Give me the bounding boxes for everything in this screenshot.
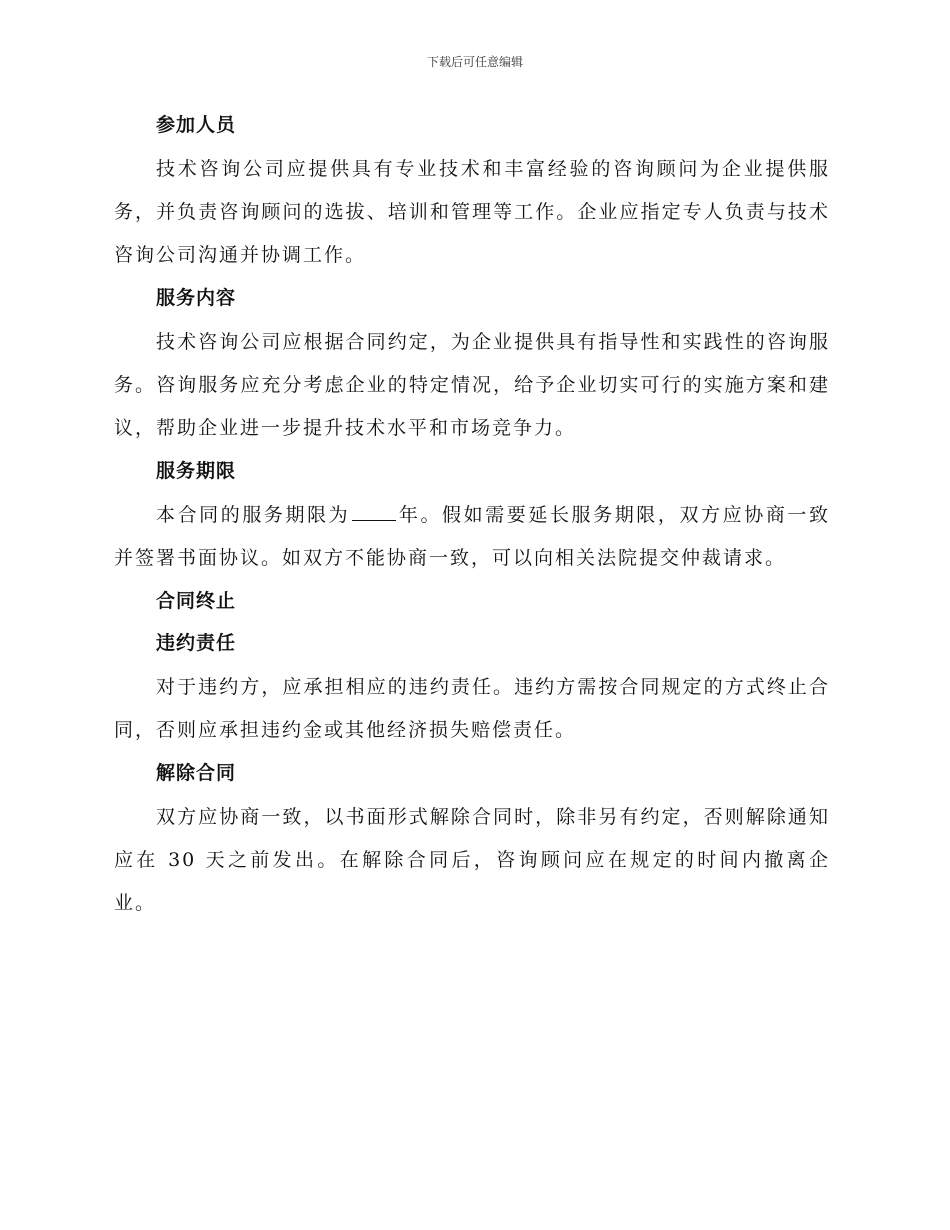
document-body bbox=[114, 106, 830, 931]
heading-termination: 合同终止 bbox=[156, 590, 237, 612]
service-period-text-after: 年。假如需要延长服务期限，双方应协商一致并签署书面协议。如双方不能协商一致，可以向相关法院提交仲裁请求。 bbox=[114, 504, 830, 569]
page-header-note: 下载后可任意编辑 bbox=[426, 55, 523, 69]
paragraph-rescission: 双方应协商一致，以书面形式解除合同时，除非另有约定，否则解除通知应在 30 天之前发出。在解除合同后，咨询顾问应在规定的时间内撤离企业。 bbox=[114, 806, 830, 914]
paragraph-participants: 技术咨询公司应提供具有专业技术和丰富经验的咨询顾问为企业提供服务，并负责咨询顾问的选拔、培训和管理等工作。企业应指定专人负责与技术咨询公司沟通并协调工作。 bbox=[114, 158, 830, 266]
heading-breach: 违约责任 bbox=[156, 632, 237, 654]
heading-service-period: 服务期限 bbox=[156, 460, 237, 482]
paragraph-service-content: 技术咨询公司应根据合同约定，为企业提供具有指导性和实践性的咨询服务。咨询服务应充分考虑企业的特定情况，给予企业切实可行的实施方案和建议，帮助企业进一步提升技术水平和市场竞争力。 bbox=[114, 331, 830, 439]
paragraph-service-period bbox=[114, 494, 830, 580]
service-period-blank-line bbox=[352, 519, 396, 521]
heading-participants: 参加人员 bbox=[156, 114, 237, 136]
paragraph-breach: 对于违约方，应承担相应的违约责任。违约方需按合同规定的方式终止合同，否则应承担违约金或其他经济损失赔偿责任。 bbox=[114, 676, 830, 741]
heading-service-content: 服务内容 bbox=[156, 287, 237, 309]
service-period-text-before: 本合同的服务期限为 bbox=[156, 504, 351, 526]
heading-rescission: 解除合同 bbox=[156, 762, 237, 784]
